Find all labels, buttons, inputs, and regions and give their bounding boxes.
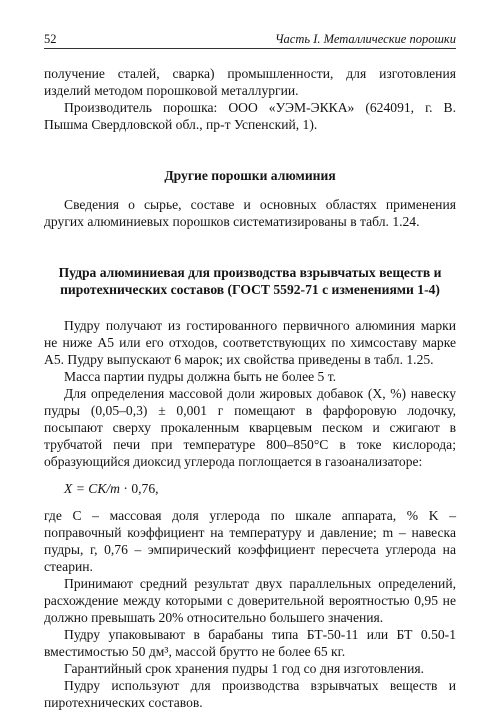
formula-left: X = CK/m — [64, 481, 121, 496]
paragraph-shelf-life: Гарантийный срок хранения пудры 1 год со дня изготовления. — [64, 661, 424, 676]
paragraph-where: где C – массовая доля углерода по шкале аппарата, % K – поправочный коэффициент на температуру и давление; m – навеска пудры, г, 0,76 – эмпирический коэффициент пересчета углерода на стеарин. — [44, 508, 456, 574]
page-number: 52 — [44, 32, 57, 46]
formula-right: · 0,76, — [120, 481, 159, 496]
formula — [44, 480, 456, 497]
paragraph-production: Пудру получают из гостированного первичного алюминия марки не ниже А5 или его отходов, соответствующих по химсоставу марке А5. Пудру выпускают 6 марок; их свойства приведены в табл. 1.25. — [44, 318, 456, 367]
section-heading-line2: пиротехнических составов (ГОСТ 5592-71 с изменениями 1-4) — [60, 282, 440, 297]
running-title: Часть I. Металлические порошки — [274, 32, 456, 46]
paragraph-continuation: получение сталей, сварка) промышленности, для изготовления изделий методом порошковой металлургии. — [44, 66, 456, 98]
paragraph-usage: Пудру используют для производства взрывчатых веществ и пиротехнических составов. — [44, 678, 456, 710]
paragraph-manufacturer: Производитель порошка: ООО «УЭМ-ЭККА» (624091, г. В. Пышма Свердловской обл., пр-т Успенский, 1). — [44, 100, 456, 132]
paragraph-packaging: Пудру упаковывают в барабаны типа БТ-50-11 или БТ 0.50-1 вместимостью 50 дм³, массой брутто не более 65 кг. — [44, 627, 456, 659]
paragraph-batch-mass: Масса партии пудры должна быть не более 5 т. — [64, 369, 337, 384]
paragraph-average: Принимают средний результат двух параллельных определений, расхождение между которыми с доверительной вероятностью 0,95 не должно превышать 20% относительно большего значения. — [44, 576, 456, 625]
page-header — [44, 28, 456, 49]
paragraph-other-powders: Сведения о сырье, составе и основных областях применения других алюминиевых порошков систематизированы в табл. 1.24. — [44, 197, 456, 229]
paragraph-fat-determination: Для определения массовой доли жировых добавок (X, %) навеску пудры (0,05–0,3) ± 0,001 г помещают в фарфоровую лодочку, посыпают сверху прокаленным кварцевым песком и сжигают в трубчатой печи при температуре 800–850°С в токе кислорода; образующийся диоксид углерода поглощается в газоанализаторе: — [44, 386, 456, 469]
page-body — [44, 65, 456, 711]
section-heading-line1: Пудра алюминиевая для производства взрывчатых веществ и — [58, 265, 442, 280]
section-heading-other-powders: Другие порошки алюминия — [164, 168, 336, 183]
